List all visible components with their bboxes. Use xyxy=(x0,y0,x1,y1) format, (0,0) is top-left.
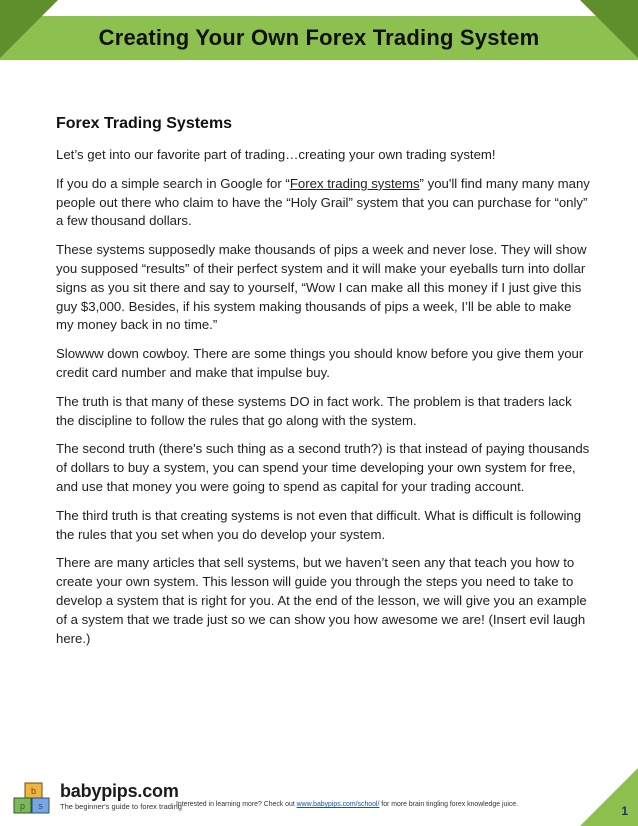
footer-note-before: Interested in learning more? Check out xyxy=(176,801,297,808)
document-body xyxy=(56,114,592,658)
footer-note-after: for more brain tingling forex knowledge juice. xyxy=(379,801,519,808)
footer-note xyxy=(176,800,606,810)
paragraph-google-search-after: ” you'll find many many many people out there who claim to have the “Holy Grail” system that you can purchase for “only” a few thousand dollars. xyxy=(56,175,590,229)
babypips-school-link[interactable]: www.babypips.com/school/ xyxy=(296,801,380,808)
paragraph-google-search xyxy=(56,175,592,231)
paragraph-slow-down: Slowww down cowboy. There are some things you should know before you give them your credit card number and make that impulse buy. xyxy=(56,346,584,380)
paragraph-first-truth: The truth is that many of these systems DO in fact work. The problem is that traders lack the discipline to follow the rules that go along with the system. xyxy=(56,393,572,428)
logo-tagline: The beginner's guide to forex trading xyxy=(60,802,182,811)
logo-wordmark: babypips.com xyxy=(60,781,179,801)
section-title: Forex Trading Systems xyxy=(56,115,233,132)
babypips-logo xyxy=(12,780,182,818)
paragraph-second-truth: The second truth (there's such thing as a second truth?) is that instead of paying thousands of dollars to buy a system, you can spend your time developing your own system for free, and use that money you were going to spend as capital for your trading account. xyxy=(56,441,590,494)
svg-text:p: p xyxy=(19,801,26,811)
svg-text:b: b xyxy=(30,786,37,796)
page-corner xyxy=(580,768,638,826)
paragraph-systems-claims: These systems supposedly make thousands of pips a week and never lose. They will show you supposed “results” of their perfect system and it will make your eyeballs turn into dollar signs as you sit there and say to yourself, “Wow I can make all this money if I just give this guy $3,000. Besides, if his system making thousands of pips a week, I’ll be able to make my money back in no time.” xyxy=(56,242,587,333)
paragraph-third-truth: The third truth is that creating systems is not even that difficult. What is difficult is following the rules that you set when you do develop your system. xyxy=(56,507,582,542)
page-number: 1 xyxy=(621,804,628,818)
baby-blocks-icon xyxy=(12,782,56,816)
paragraph-intro: Let’s get into our favorite part of trading…creating your own trading system! xyxy=(56,147,496,162)
paragraph-google-search-before: If you do a simple search in Google for “ xyxy=(56,175,290,191)
paragraph-lesson-intro: There are many articles that sell systems, but we haven’t seen any that teach you how to create your own system. This lesson will guide you through the steps you need to take to develop a system that is right for you. At the end of the lesson, we will give you an example of a system that we trade just so we can show you how awesome we are! (Insert evil laugh here.) xyxy=(56,555,587,646)
svg-text:s: s xyxy=(38,801,43,811)
document-title: Creating Your Own Forex Trading System xyxy=(98,25,540,50)
forex-trading-systems-link[interactable]: Forex trading systems xyxy=(289,175,420,191)
